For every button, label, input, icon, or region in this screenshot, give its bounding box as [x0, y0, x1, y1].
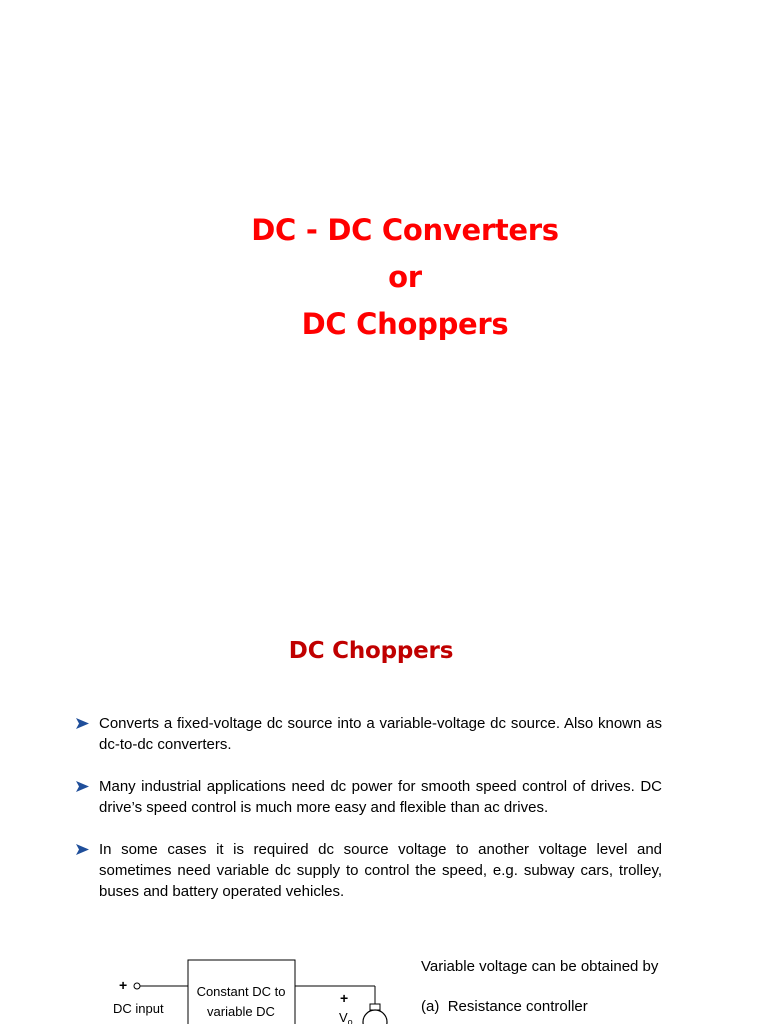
chopper-block-diagram — [108, 956, 398, 1024]
output-voltage-label: $V_o$ — [339, 1010, 353, 1024]
converter-label-line-1: Constant DC to — [196, 984, 286, 999]
slide-heading: DC Choppers — [288, 638, 454, 664]
bullet-text: In some cases it is required dc source voltage to another voltage level and sometimes need variable dc supply to control the speed, e.g. subway cars, trolley, buses and battery operated vehicles. — [99, 841, 662, 900]
bullet-item — [76, 776, 662, 818]
method-a — [421, 998, 588, 1015]
bullet-list — [76, 713, 662, 923]
input-plus-sign: + — [119, 977, 128, 993]
arrow-bullet-icon — [76, 781, 89, 792]
title-line-3: DC Choppers — [301, 307, 509, 341]
bullet-text: Converts a fixed-voltage dc source into a variable-voltage dc source. Also known as dc-to-dc converters. — [99, 715, 662, 753]
slide-title — [0, 207, 768, 348]
bullet-text: Many industrial applications need dc power for smooth speed control of drives. DC drive’s speed control is much more easy and flexible than ac drives. — [99, 778, 662, 816]
method-a-text: Resistance controller — [447, 998, 588, 1015]
bullet-item — [76, 713, 662, 755]
title-line-2: or — [388, 260, 422, 294]
output-plus-sign: + — [340, 990, 349, 1006]
dc-motor-icon — [363, 1004, 387, 1024]
content-slide — [0, 576, 768, 1024]
title-line-1: DC - DC Converters — [251, 213, 559, 247]
arrow-bullet-icon — [76, 718, 89, 729]
input-label: DC input — [113, 1001, 164, 1016]
arrow-bullet-icon — [76, 844, 89, 855]
bullet-item — [76, 839, 662, 902]
variable-voltage-heading: Variable voltage can be obtained by — [421, 958, 659, 975]
converter-label-line-2: variable DC — [207, 1004, 275, 1019]
input-terminal — [134, 983, 140, 989]
method-a-marker: (a) — [421, 998, 440, 1015]
